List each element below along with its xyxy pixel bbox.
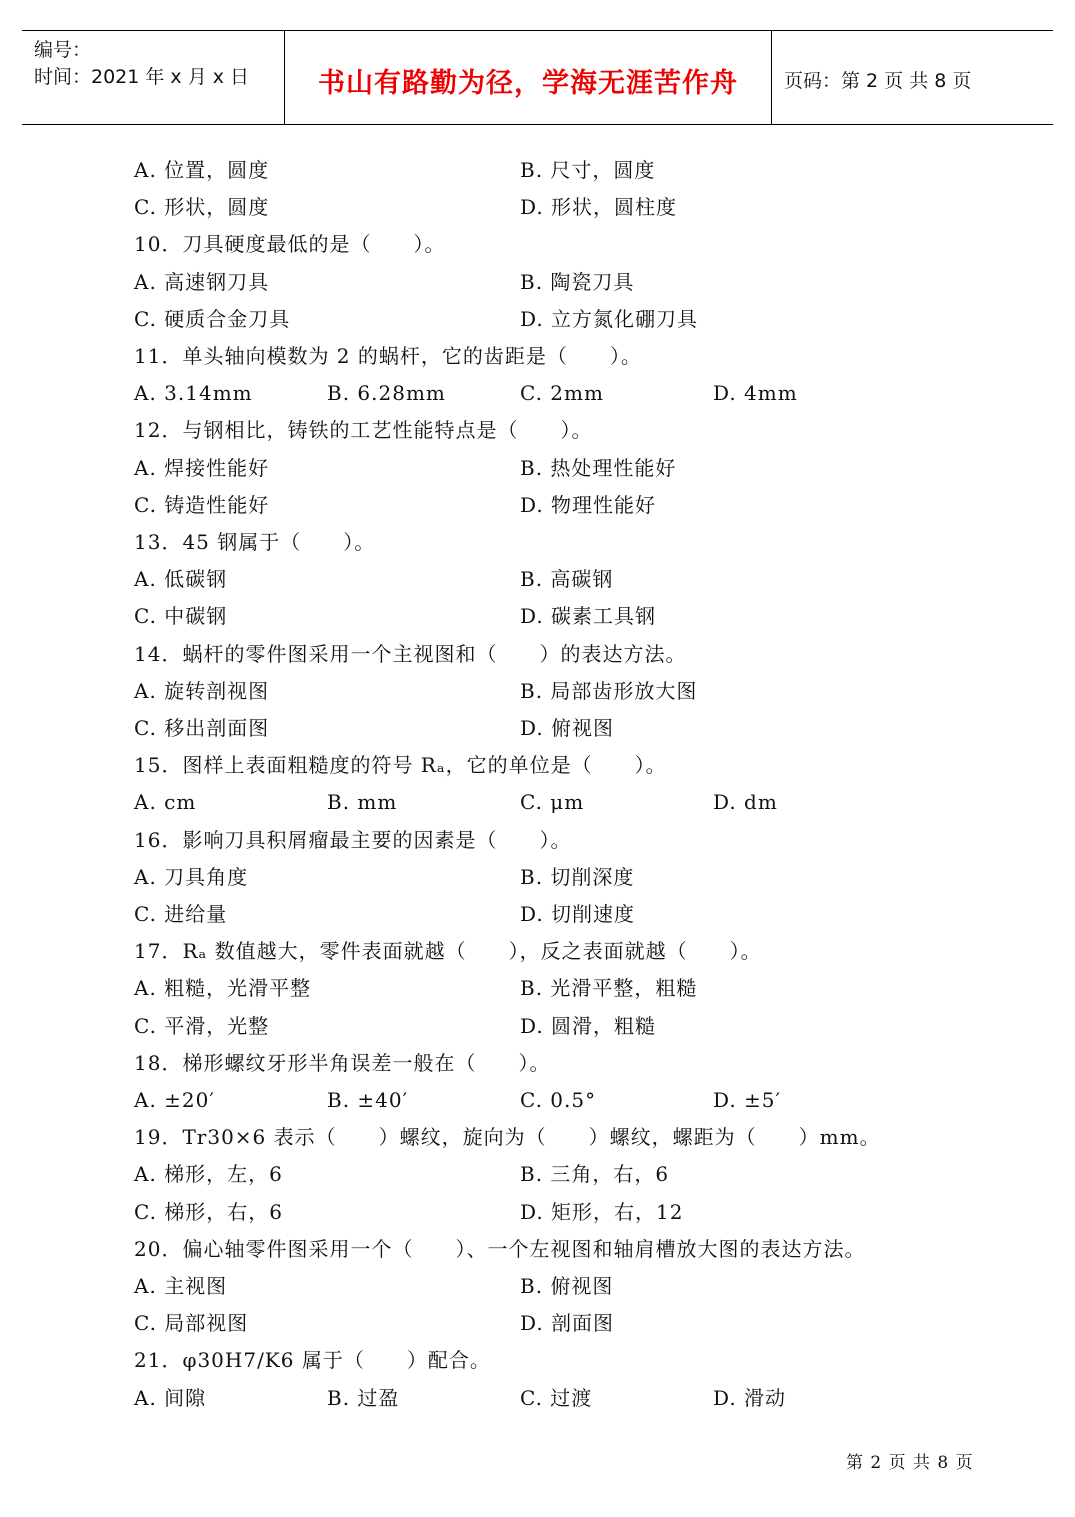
answer-option: B. 光滑平整，粗糙	[520, 976, 698, 1000]
answer-option: A. 粗糙，光滑平整	[134, 976, 312, 1000]
answer-option: B. 6.28mm	[327, 381, 446, 405]
answer-option: A. 焊接性能好	[134, 456, 270, 480]
answer-option: C. 形状，圆度	[134, 195, 270, 219]
answer-option: A. 主视图	[134, 1274, 228, 1298]
question-stem: 11．单头轴向模数为 2 的蜗杆，它的齿距是（ ）。	[134, 344, 642, 368]
answer-option: D. 矩形，右，12	[520, 1200, 684, 1224]
answer-option: B. 陶瓷刀具	[520, 270, 635, 294]
question-stem: 18．梯形螺纹牙形半角误差一般在（ ）。	[134, 1051, 551, 1075]
answer-option: A. ±20′	[134, 1088, 215, 1112]
answer-option: B. 三角，右，6	[520, 1162, 670, 1186]
answer-option: B. 高碳钢	[520, 567, 614, 591]
question-stem: 15．图样上表面粗糙度的符号 Rₐ，它的单位是（ ）。	[134, 753, 667, 777]
answer-option: C. μm	[520, 790, 585, 814]
answer-option: C. 过渡	[520, 1386, 593, 1410]
answer-option: C. 进给量	[134, 902, 228, 926]
question-stem: 14．蜗杆的零件图采用一个主视图和（ ）的表达方法。	[134, 642, 687, 666]
answer-option: A. 间隙	[134, 1386, 207, 1410]
answer-option: A. 梯形，左，6	[134, 1162, 283, 1186]
answer-option: A. cm	[134, 790, 197, 814]
answer-option: B. 局部齿形放大图	[520, 679, 698, 703]
answer-option: A. 位置，圆度	[134, 158, 270, 182]
question-stem: 13．45 钢属于（ ）。	[134, 530, 376, 554]
answer-option: B. 切削深度	[520, 865, 635, 889]
answer-option: D. 滑动	[713, 1386, 787, 1410]
answer-option: A. 高速钢刀具	[134, 270, 270, 294]
answer-option: C. 铸造性能好	[134, 493, 270, 517]
answer-option: B. 俯视图	[520, 1274, 614, 1298]
serial-number-label: 编号：	[34, 39, 92, 61]
answer-option: D. 形状，圆柱度	[520, 195, 678, 219]
answer-option: C. 硬质合金刀具	[134, 307, 291, 331]
answer-option: D. 碳素工具钢	[520, 604, 657, 628]
page-number-label: 页码：第 2 页 共 8 页	[784, 70, 972, 92]
answer-option: C. 移出剖面图	[134, 716, 270, 740]
question-stem: 12．与钢相比，铸铁的工艺性能特点是（ ）。	[134, 418, 593, 442]
date-label: 时间：2021 年 x 月 x 日	[34, 66, 250, 88]
question-stem: 21．φ30H7/K6 属于（ ）配合。	[134, 1348, 491, 1372]
answer-option: C. 梯形，右，6	[134, 1200, 284, 1224]
motto: 书山有路勤为径，学海无涯苦作舟	[318, 68, 738, 99]
answer-option: C. 0.5°	[520, 1088, 597, 1112]
answer-option: D. ±5′	[713, 1088, 782, 1112]
answer-option: B. 尺寸，圆度	[520, 158, 656, 182]
answer-option: C. 平滑，光整	[134, 1014, 270, 1038]
answer-option: D. 立方氮化硼刀具	[520, 307, 699, 331]
answer-option: B. 过盈	[327, 1386, 400, 1410]
answer-option: D. 俯视图	[520, 716, 615, 740]
answer-option: D. 物理性能好	[520, 493, 657, 517]
question-stem: 19．Tr30×6 表示（ ）螺纹，旋向为（ ）螺纹，螺距为（ ）mm。	[134, 1125, 881, 1149]
question-stem: 17．Rₐ 数值越大，零件表面就越（ ），反之表面就越（ ）。	[134, 939, 762, 963]
answer-option: B. ±40′	[327, 1088, 409, 1112]
answer-option: B. mm	[327, 790, 398, 814]
answer-option: D. 圆滑，粗糙	[520, 1014, 657, 1038]
answer-option: A. 刀具角度	[134, 865, 249, 889]
answer-option: B. 热处理性能好	[520, 456, 677, 480]
answer-option: A. 低碳钢	[134, 567, 228, 591]
answer-option: A. 3.14mm	[134, 381, 253, 405]
answer-option: D. 4mm	[713, 381, 798, 405]
answer-option: D. 剖面图	[520, 1311, 615, 1335]
answer-option: A. 旋转剖视图	[134, 679, 270, 703]
answer-option: D. dm	[713, 790, 778, 814]
question-stem: 20．偏心轴零件图采用一个（ ）、一个左视图和轴肩槽放大图的表达方法。	[134, 1237, 866, 1261]
question-stem: 10．刀具硬度最低的是（ ）。	[134, 232, 446, 256]
question-stem: 16．影响刀具积屑瘤最主要的因素是（ ）。	[134, 828, 572, 852]
answer-option: C. 局部视图	[134, 1311, 249, 1335]
answer-option: D. 切削速度	[520, 902, 636, 926]
page-footer: 第 2 页 共 8 页	[846, 1453, 974, 1473]
answer-option: C. 2mm	[520, 381, 604, 405]
answer-option: C. 中碳钢	[134, 604, 228, 628]
